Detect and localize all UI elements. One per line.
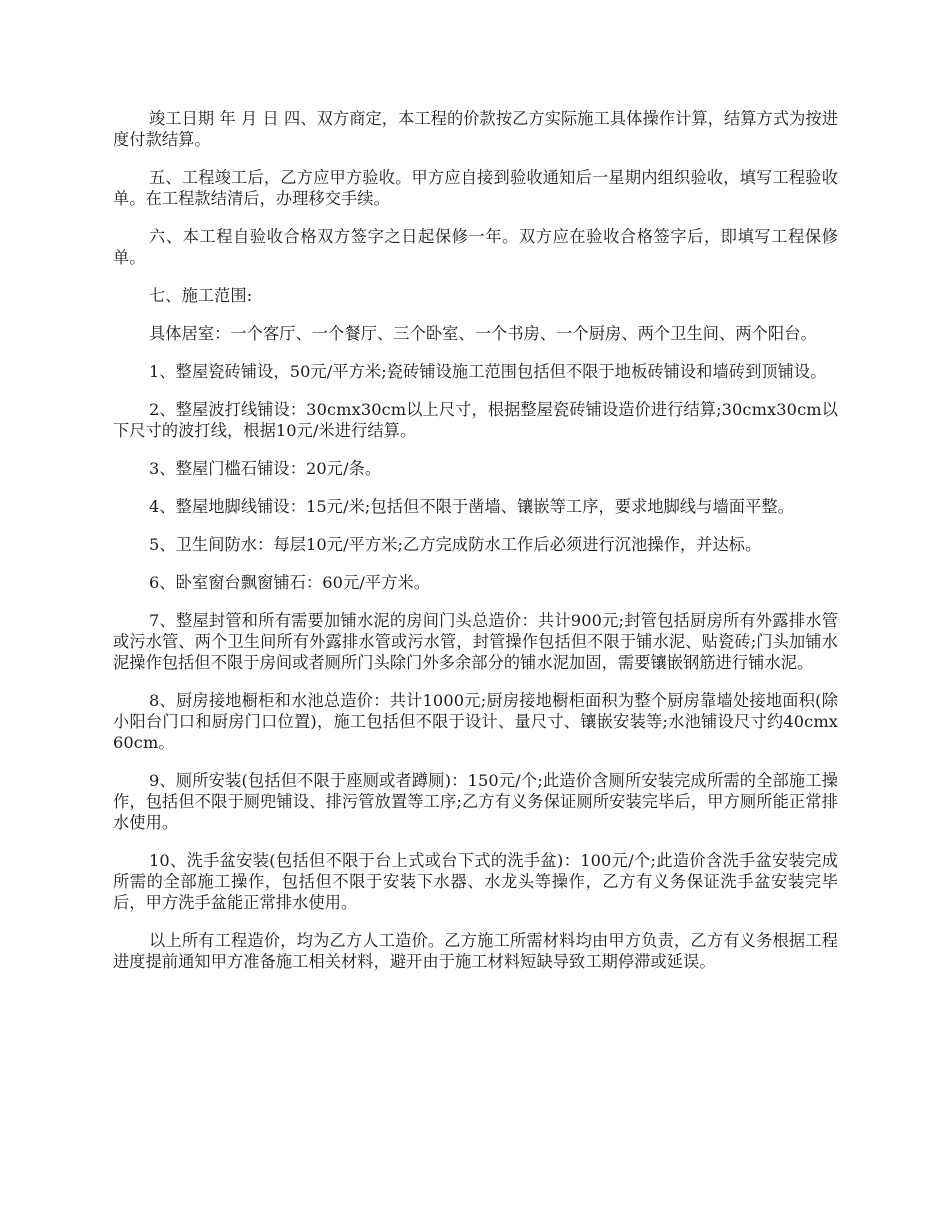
paragraph-item-7: 7、整屋封管和所有需要加铺水泥的房间门头总造价：共计900元;封管包括厨房所有外露排水管或污水管、两个卫生间所有外露排水管或污水管，封管操作包括但不限于铺水泥、贴瓷砖;门头加铺水泥操作包括但不限于房间或者厕所门头除门外多余部分的铺水泥加固，需要镶嵌钢筋进行铺水泥。 bbox=[113, 611, 838, 672]
paragraph-item-9: 9、厕所安装(包括但不限于座厕或者蹲厕)：150元/个;此造价含厕所安装完成所需的全部施工操作，包括但不限于厕兜铺设、排污管放置等工序;乙方有义务保证厕所安装完毕后，甲方厕所能正常排水使用。 bbox=[113, 771, 838, 832]
paragraph-item-2: 2、整屋波打线铺设：30cmx30cm以上尺寸，根据整屋瓷砖铺设造价进行结算;30cmx30cm以下尺寸的波打线，根据10元/米进行结算。 bbox=[113, 400, 838, 440]
paragraph-item-8: 8、厨房接地橱柜和水池总造价：共计1000元;厨房接地橱柜面积为整个厨房靠墙处接地面积(除小阳台门口和厨房门口位置)，施工包括但不限于设计、量尺寸、镶嵌安装等;水池铺设尺寸约40cmx60cm。 bbox=[113, 691, 838, 752]
paragraph-completion-payment: 竣工日期 年 月 日 四、双方商定，本工程的价款按乙方实际施工具体操作计算，结算方式为按进度付款结算。 bbox=[113, 109, 838, 149]
paragraph-item-1: 1、整屋瓷砖铺设，50元/平方米;瓷砖铺设施工范围包括但不限于地板砖铺设和墙砖到顶铺设。 bbox=[149, 362, 827, 381]
paragraph-item-10: 10、洗手盆安装(包括但不限于台上式或台下式的洗手盆)：100元/个;此造价含洗手盆安装完成所需的全部施工操作，包括但不限于安装下水器、水龙头等操作，乙方有义务保证洗手盆安装完毕后，甲方洗手盆能正常排水使用。 bbox=[113, 851, 838, 912]
paragraph-acceptance: 五、工程竣工后，乙方应甲方验收。甲方应自接到验收通知后一星期内组织验收，填写工程验收单。在工程款结清后，办理移交手续。 bbox=[113, 168, 838, 208]
paragraph-item-4: 4、整屋地脚线铺设：15元/米;包括但不限于凿墙、镶嵌等工序，要求地脚线与墙面平整。 bbox=[149, 497, 794, 516]
paragraph-rooms: 具体居室：一个客厅、一个餐厅、三个卧室、一个书房、一个厨房、两个卫生间、两个阳台。 bbox=[149, 324, 817, 343]
paragraph-item-5: 5、卫生间防水：每层10元/平方米;乙方完成防水工作后必须进行沉池操作，并达标。 bbox=[149, 535, 762, 554]
paragraph-scope-heading: 七、施工范围: bbox=[149, 286, 253, 305]
paragraph-item-6: 6、卧室窗台飘窗铺石：60元/平方米。 bbox=[149, 573, 431, 592]
paragraph-warranty: 六、本工程自验收合格双方签字之日起保修一年。双方应在验收合格签字后，即填写工程保修单。 bbox=[113, 227, 838, 267]
paragraph-item-3: 3、整屋门槛石铺设：20元/条。 bbox=[149, 459, 382, 478]
paragraph-summary: 以上所有工程造价，均为乙方人工造价。乙方施工所需材料均由甲方负责，乙方有义务根据工程进度提前通知甲方准备施工相关材料，避开由于施工材料短缺导致工期停滞或延误。 bbox=[113, 931, 838, 971]
document-body bbox=[113, 108, 838, 989]
